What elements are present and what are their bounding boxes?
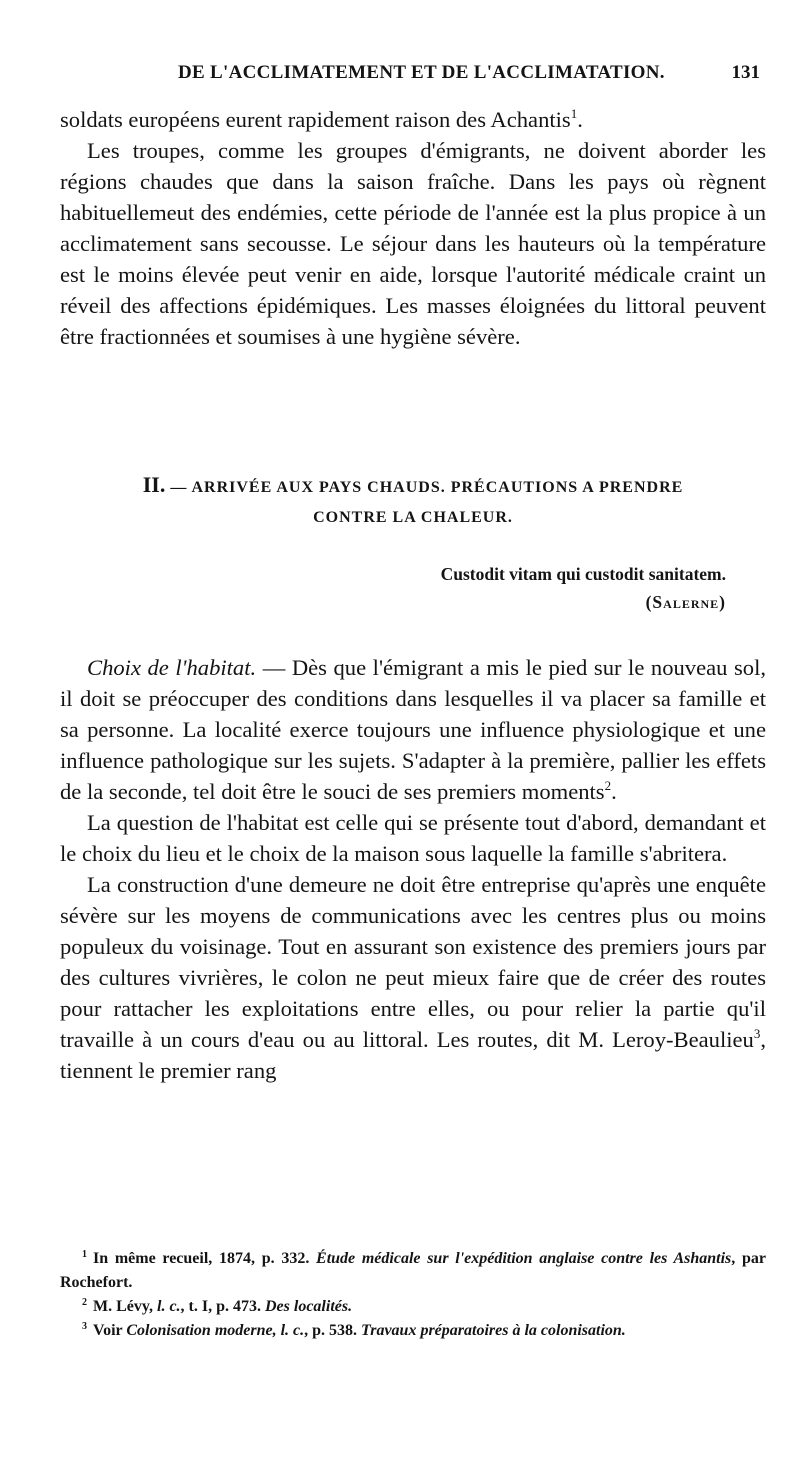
- paragraph: La question de l'habitat est celle qui se présente tout d'abord, demandant et le choix du lieu et le choix de la maison sous laquelle la famille s'abritera.: [60, 810, 766, 866]
- footnote-mark: 1: [82, 1249, 87, 1260]
- section-heading: [60, 470, 766, 533]
- footnote-ref[interactable]: 2: [604, 778, 612, 793]
- epigraph-author: (Salerne): [645, 592, 726, 612]
- footnote: $^3$ Voir Colonisation moderne, l. c., p. 538. Travaux préparatoires à la colonisation.: [82, 1321, 626, 1339]
- footnotes: [60, 1247, 766, 1343]
- section-heading-line-1: [60, 470, 766, 503]
- footnote-mark: 2: [82, 1297, 87, 1308]
- footnote-ref[interactable]: 1: [570, 106, 578, 121]
- epigraph: [326, 560, 726, 616]
- section-number: II.: [142, 472, 166, 497]
- footnote: $^1$ In même recueil, 1874, p. 332. Étude médicale sur l'expédition anglaise contre les Ashantis, par Rochefort.: [60, 1249, 767, 1291]
- footnote: $^2$ M. Lévy, l. c., t. I, p. 473. Des localités.: [82, 1297, 353, 1315]
- footnote-mark: 3: [82, 1321, 87, 1332]
- footnote-ref[interactable]: 3: [753, 1026, 761, 1041]
- body-text-main: [60, 652, 766, 1086]
- body-text-top: [60, 104, 766, 352]
- paragraph: La construction d'une demeure ne doit être entreprise qu'après une enquête sévère sur les moyens de communications avec les centres plus ou moins populeux du voisinage. Tout en assurant son existence des premiers jours par des cultures vivrières, le colon ne peut mieux faire que de créer des routes pour rattacher les exploitations entre elles, ou pour relier la partie qu'il travaille à un cours d'eau ou au littoral. Les routes, dit M. Leroy-Beaulieu$^3$, tiennent le premier rang: [60, 872, 766, 1083]
- paragraph: soldats européens eurent rapidement raison des Achantis$^1$.: [60, 106, 583, 132]
- epigraph-quote: Custodit vitam qui custodit sanitatem.: [440, 564, 726, 584]
- paragraph: Les troupes, comme les groupes d'émigrants, ne doivent aborder les régions chaudes que dans la saison fraîche. Dans les pays où règnent habituellemeut des endémies, cette période de l'année est la plus propice à un acclimatement sans secousse. Le séjour dans les hauteurs où la température est le moins élevée peut venir en aide, lorsque l'autorité médicale craint un réveil des affections épidémiques. Les masses éloignées du littoral peuvent être fractionnées et soumises à une hygiène sévère.: [60, 138, 766, 349]
- running-head: [60, 62, 760, 98]
- section-title: ARRIVÉE AUX PAYS CHAUDS. PRÉCAUTIONS A PRENDRE: [191, 479, 684, 496]
- section-dash: —: [170, 479, 188, 496]
- paragraph: Choix de l'habitat. — Dès que l'émigrant a mis le pied sur le nouveau sol, il doit se préoccuper des conditions dans lesquelles il va placer sa famille et sa personne. La localité exerce toujours une influence physiologique et une influence pathologique sur les sujets. S'adapter à la première, pallier les effets de la seconde, tel doit être le souci de ses premiers moments$^2$.: [60, 655, 766, 804]
- page-number: 131: [731, 62, 760, 83]
- running-title: DE L'ACCLIMATEMENT ET DE L'ACCLIMATATION.: [178, 62, 665, 83]
- paragraph-lead: Choix de l'habitat.: [87, 655, 257, 680]
- section-title-line-2: CONTRE LA CHALEUR.: [313, 509, 513, 526]
